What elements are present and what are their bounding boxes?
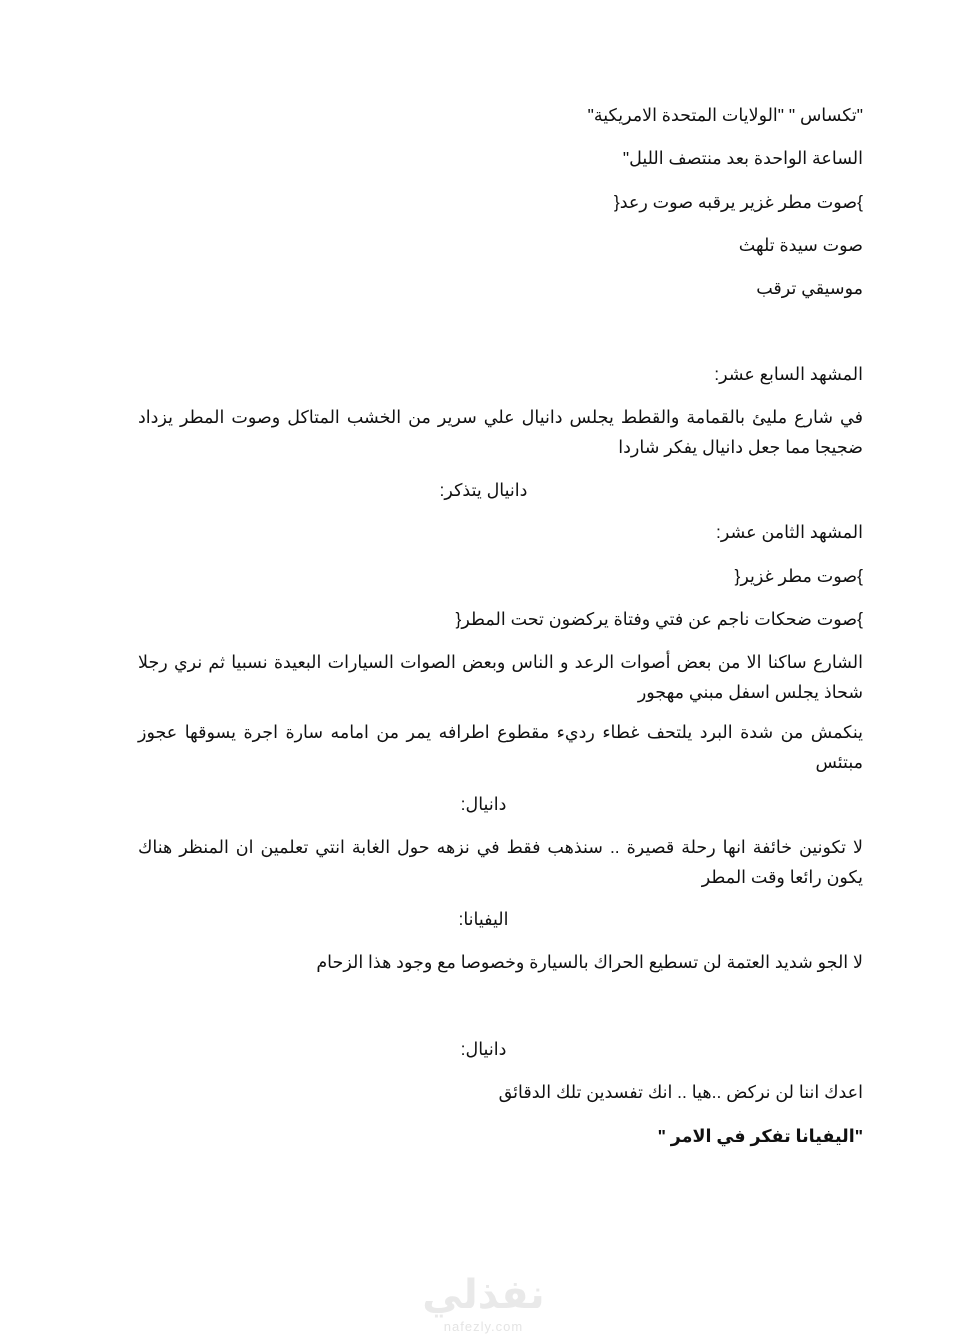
speaker-daniel-2: دانيال: (460, 1039, 507, 1059)
scene-17-description: في شارع مليئ بالقمامة والقطط يجلس دانيال علي سرير من الخشب المتاكل وصوت المطر يزداد ضجيجا مما جعل دانيال يفكر شاردا (138, 407, 863, 457)
elifiana-thinks: "اليفيانا تفكر في الامر " (657, 1126, 863, 1146)
music-cue: موسيقي ترقب (756, 278, 863, 298)
dialogue-elifiana: لا الجو شديد العتمة لن تسطيع الحراك بالسيارة وخصوصا مع وجود هذا الزحام (316, 952, 863, 972)
watermark-url: nafezly.com (443, 1319, 524, 1334)
location-line: "تكساس " "الولايات المتحدة الامريكية" (587, 105, 863, 125)
sound-woman-panting: صوت سيدة تلهث (738, 235, 863, 255)
sound-laughter: }صوت ضحكات ناجم عن فتي وفتاة يركضون تحت المطر{ (455, 609, 863, 629)
scene-17-heading: المشهد السابع عشر: (714, 364, 863, 384)
sound-heavy-rain: }صوت مطر غزير{ (734, 566, 863, 586)
scene-18-description-1: الشارع ساكنا الا من بعض أصوات الرعد و الناس وبعض الصوات السيارات البعيدة نسبيا ثم نري رجلا شحاذ يجلس اسفل مبني مهجور (138, 652, 863, 702)
speaker-daniel-1: دانيال: (460, 794, 507, 814)
scene-18-heading: المشهد الثامن عشر: (716, 522, 863, 542)
watermark-logo: نفذلي (422, 1273, 545, 1317)
daniel-remembers: دانيال يتذكر: (439, 480, 528, 500)
time-line: الساعة الواحدة بعد منتصف الليل" (622, 148, 863, 168)
dialogue-daniel-1: لا تكونين خائفة انها رحلة قصيرة .. سنذهب فقط في نزهه حول الغابة انتي تعلمين ان المنظر هناك يكون رائعا وقت المطر (138, 837, 863, 887)
scene-18-description-2: ينكمش من شدة البرد يلتحف غطاء رديء مقطوع اطرافه يمر من امامه سارة اجرة يسوقها عجوز مبتئس (138, 722, 863, 772)
sound-rain-thunder: }صوت مطر غزير يرقبه صوت رعد{ (613, 192, 863, 212)
dialogue-daniel-2: اعدك اننا لن نركض ..هيا .. انك تفسدين تلك الدقائق (498, 1082, 863, 1102)
speaker-elifiana: اليفيانا: (458, 909, 509, 929)
